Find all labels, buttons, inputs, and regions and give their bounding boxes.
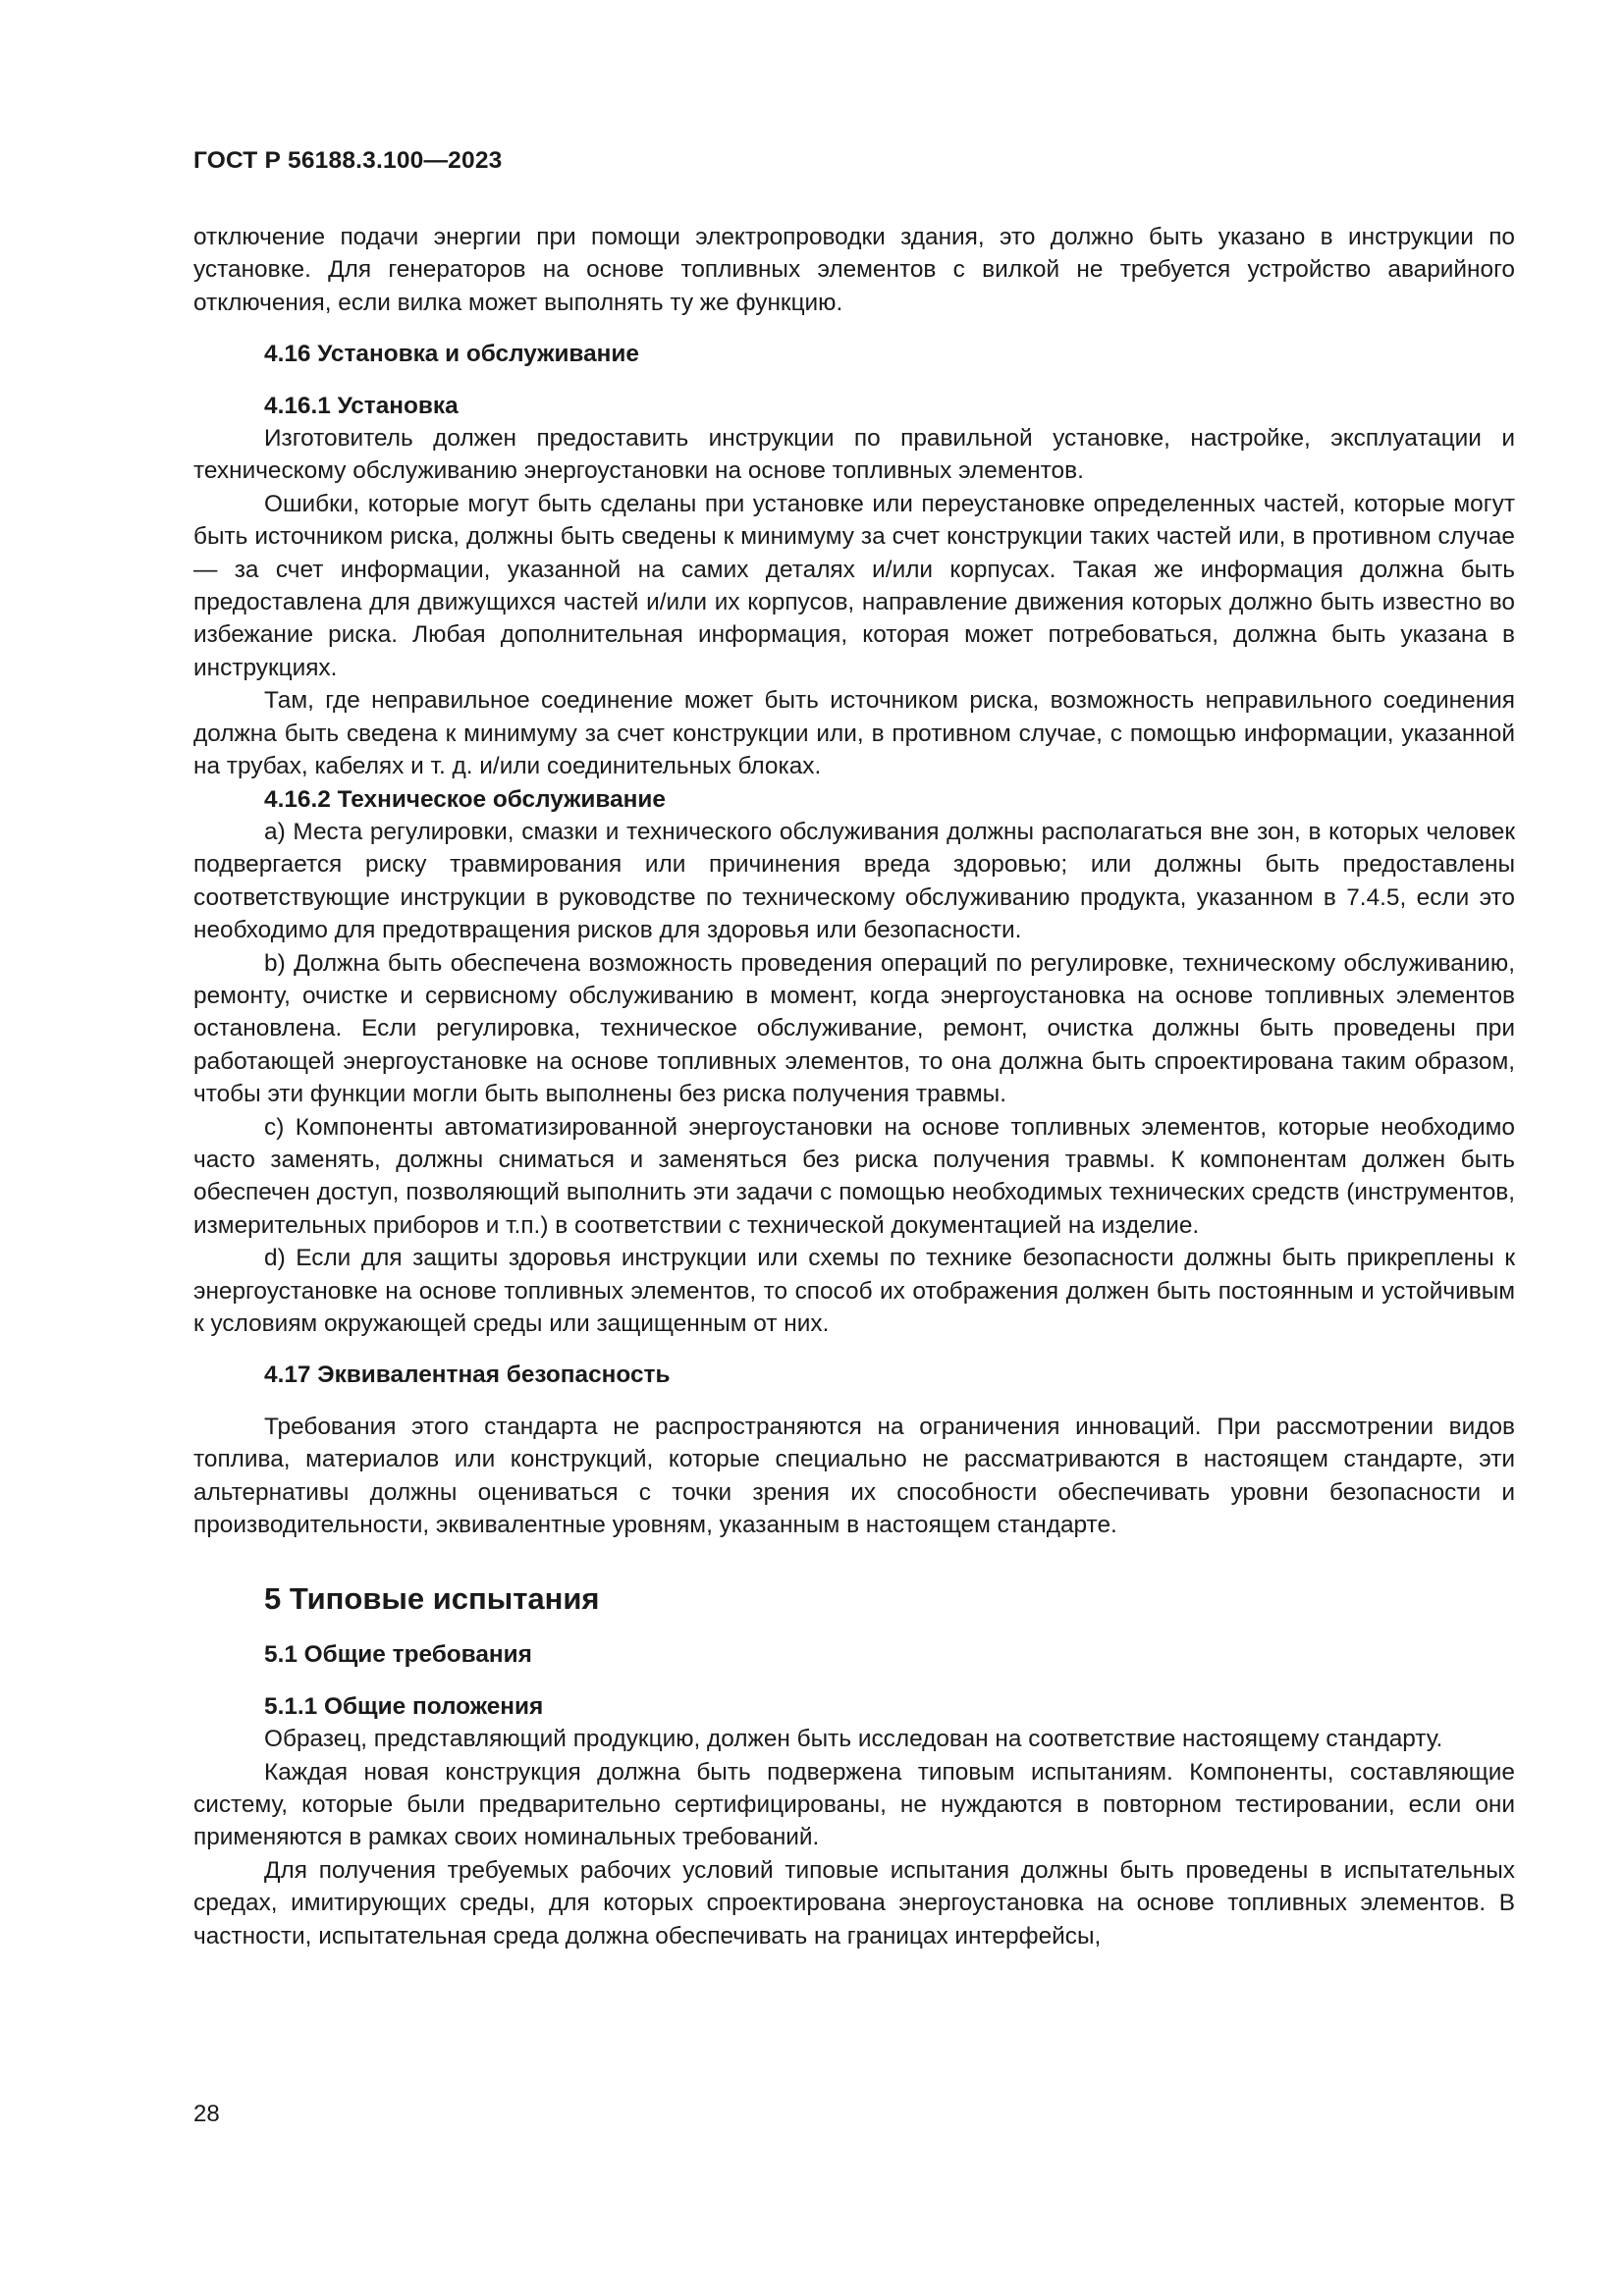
section-heading-4-16-2: 4.16.2 Техническое обслуживание <box>264 785 666 813</box>
paragraph: Ошибки, которые могут быть сделаны при установке или переустановке определенных частей, которые могут быть источником риска, должны быть сведены к минимуму за счет конструкции таких частей или, в противном случае — за счет информации, указанной на самих деталях и/или корпусах. Такая же информация должна быть предоставлена для движущихся частей и/или их корпусов, направление движения которых должно быть известно во избежание риска. Любая дополнительная информация, которая может потребоваться, должна быть указана в инструкциях. <box>193 490 1515 681</box>
paragraph: Там, где неправильное соединение может быть источником риска, возможность неправильного соединения должна быть сведена к минимуму за счет конструкции или, в противном случае, с помощью информации, указанной на трубах, кабелях и т. д. и/или соединительных блоках. <box>193 687 1515 780</box>
section-heading-5: 5 Типовые испытания <box>264 1581 600 1617</box>
paragraph: Изготовитель должен предоставить инструкции по правильной установке, настройке, эксплуатации и техническому обслуживанию энергоустановки на основе топливных элементов. <box>193 425 1515 485</box>
list-item-b: b) Должна быть обеспечена возможность проведения операций по регулировке, техническому обслуживанию, ремонту, очистке и сервисному обслуживанию в момент, когда энергоустановка на основе топливных элементов остановлена. Если регулировка, техническое обслуживание, ремонт, очистка должны быть проведены при работающей энергоустановке на основе топливных элементов, то она должна быть спроектирована таким образом, чтобы эти функции могли быть выполнены без риска получения травмы. <box>193 949 1515 1108</box>
document-header: ГОСТ Р 56188.3.100—2023 <box>193 147 503 174</box>
section-heading-5-1-1: 5.1.1 Общие положения <box>264 1692 544 1720</box>
section-heading-4-16: 4.16 Установка и обслуживание <box>264 341 639 368</box>
page-number: 28 <box>193 2101 220 2127</box>
paragraph: Каждая новая конструкция должна быть подвержена типовым испытаниям. Компоненты, составляющие систему, которые были предварительно сертифицированы, не нуждаются в повторном тестировании, если они применяются в рамках своих номинальных требований. <box>193 1758 1515 1851</box>
paragraph: Образец, представляющий продукцию, должен быть исследован на соответствие настоящему стандарту. <box>264 1726 1443 1753</box>
paragraph: Требования этого стандарта не распространяются на ограничения инноваций. При рассмотрении видов топлива, материалов или конструкций, которые специально не рассматриваются в настоящем стандарте, эти альтернативы должны оцениваться с точки зрения их способности обеспечивать уровни безопасности и производительности, эквивалентные уровням, указанным в настоящем стандарте. <box>193 1413 1515 1539</box>
document-body <box>193 221 1515 1952</box>
section-heading-5-1: 5.1 Общие требования <box>264 1641 532 1669</box>
list-item-c: c) Компоненты автоматизированной энергоустановки на основе топливных элементов, которые необходимо часто заменять, должны сниматься и заменяться без риска получения травмы. К компонентам должен быть обеспечен доступ, позволяющий выполнить эти задачи с помощью необходимых технических средств (инструментов, измерительных приборов и т.п.) в соответствии с технической документацией на изделие. <box>193 1113 1515 1239</box>
section-heading-4-16-1: 4.16.1 Установка <box>264 392 459 419</box>
list-item-a: а) Места регулировки, смазки и технического обслуживания должны располагаться вне зон, в которых человек подвергается риску травмирования или причинения вреда здоровью; или должны быть предоставлены соответствующие инструкции в руководстве по техническому обслуживанию продукта, указанном в 7.4.5, если это необходимо для предотвращения рисков для здоровья или безопасности. <box>193 818 1515 944</box>
section-heading-4-17: 4.17 Эквивалентная безопасность <box>264 1362 671 1389</box>
list-item-d: d) Если для защиты здоровья инструкции или схемы по технике безопасности должны быть прикреплены к энергоустановке на основе топливных элементов, то способ их отображения должен быть постоянным и устойчивым к условиям окружающей среды или защищенным от них. <box>193 1245 1515 1337</box>
paragraph: Для получения требуемых рабочих условий типовые испытания должны быть проведены в испытательных средах, имитирующих среды, для которых спроектирована энергоустановка на основе топливных элементов. В частности, испытательная среда должна обеспечивать на границах интерфейсы, <box>193 1856 1515 1949</box>
paragraph: отключение подачи энергии при помощи электропроводки здания, это должно быть указано в инструкции по установке. Для генераторов на основе топливных элементов с вилкой не требуется устройство аварийного отключения, если вилка может выполнять ту же функцию. <box>193 224 1515 316</box>
